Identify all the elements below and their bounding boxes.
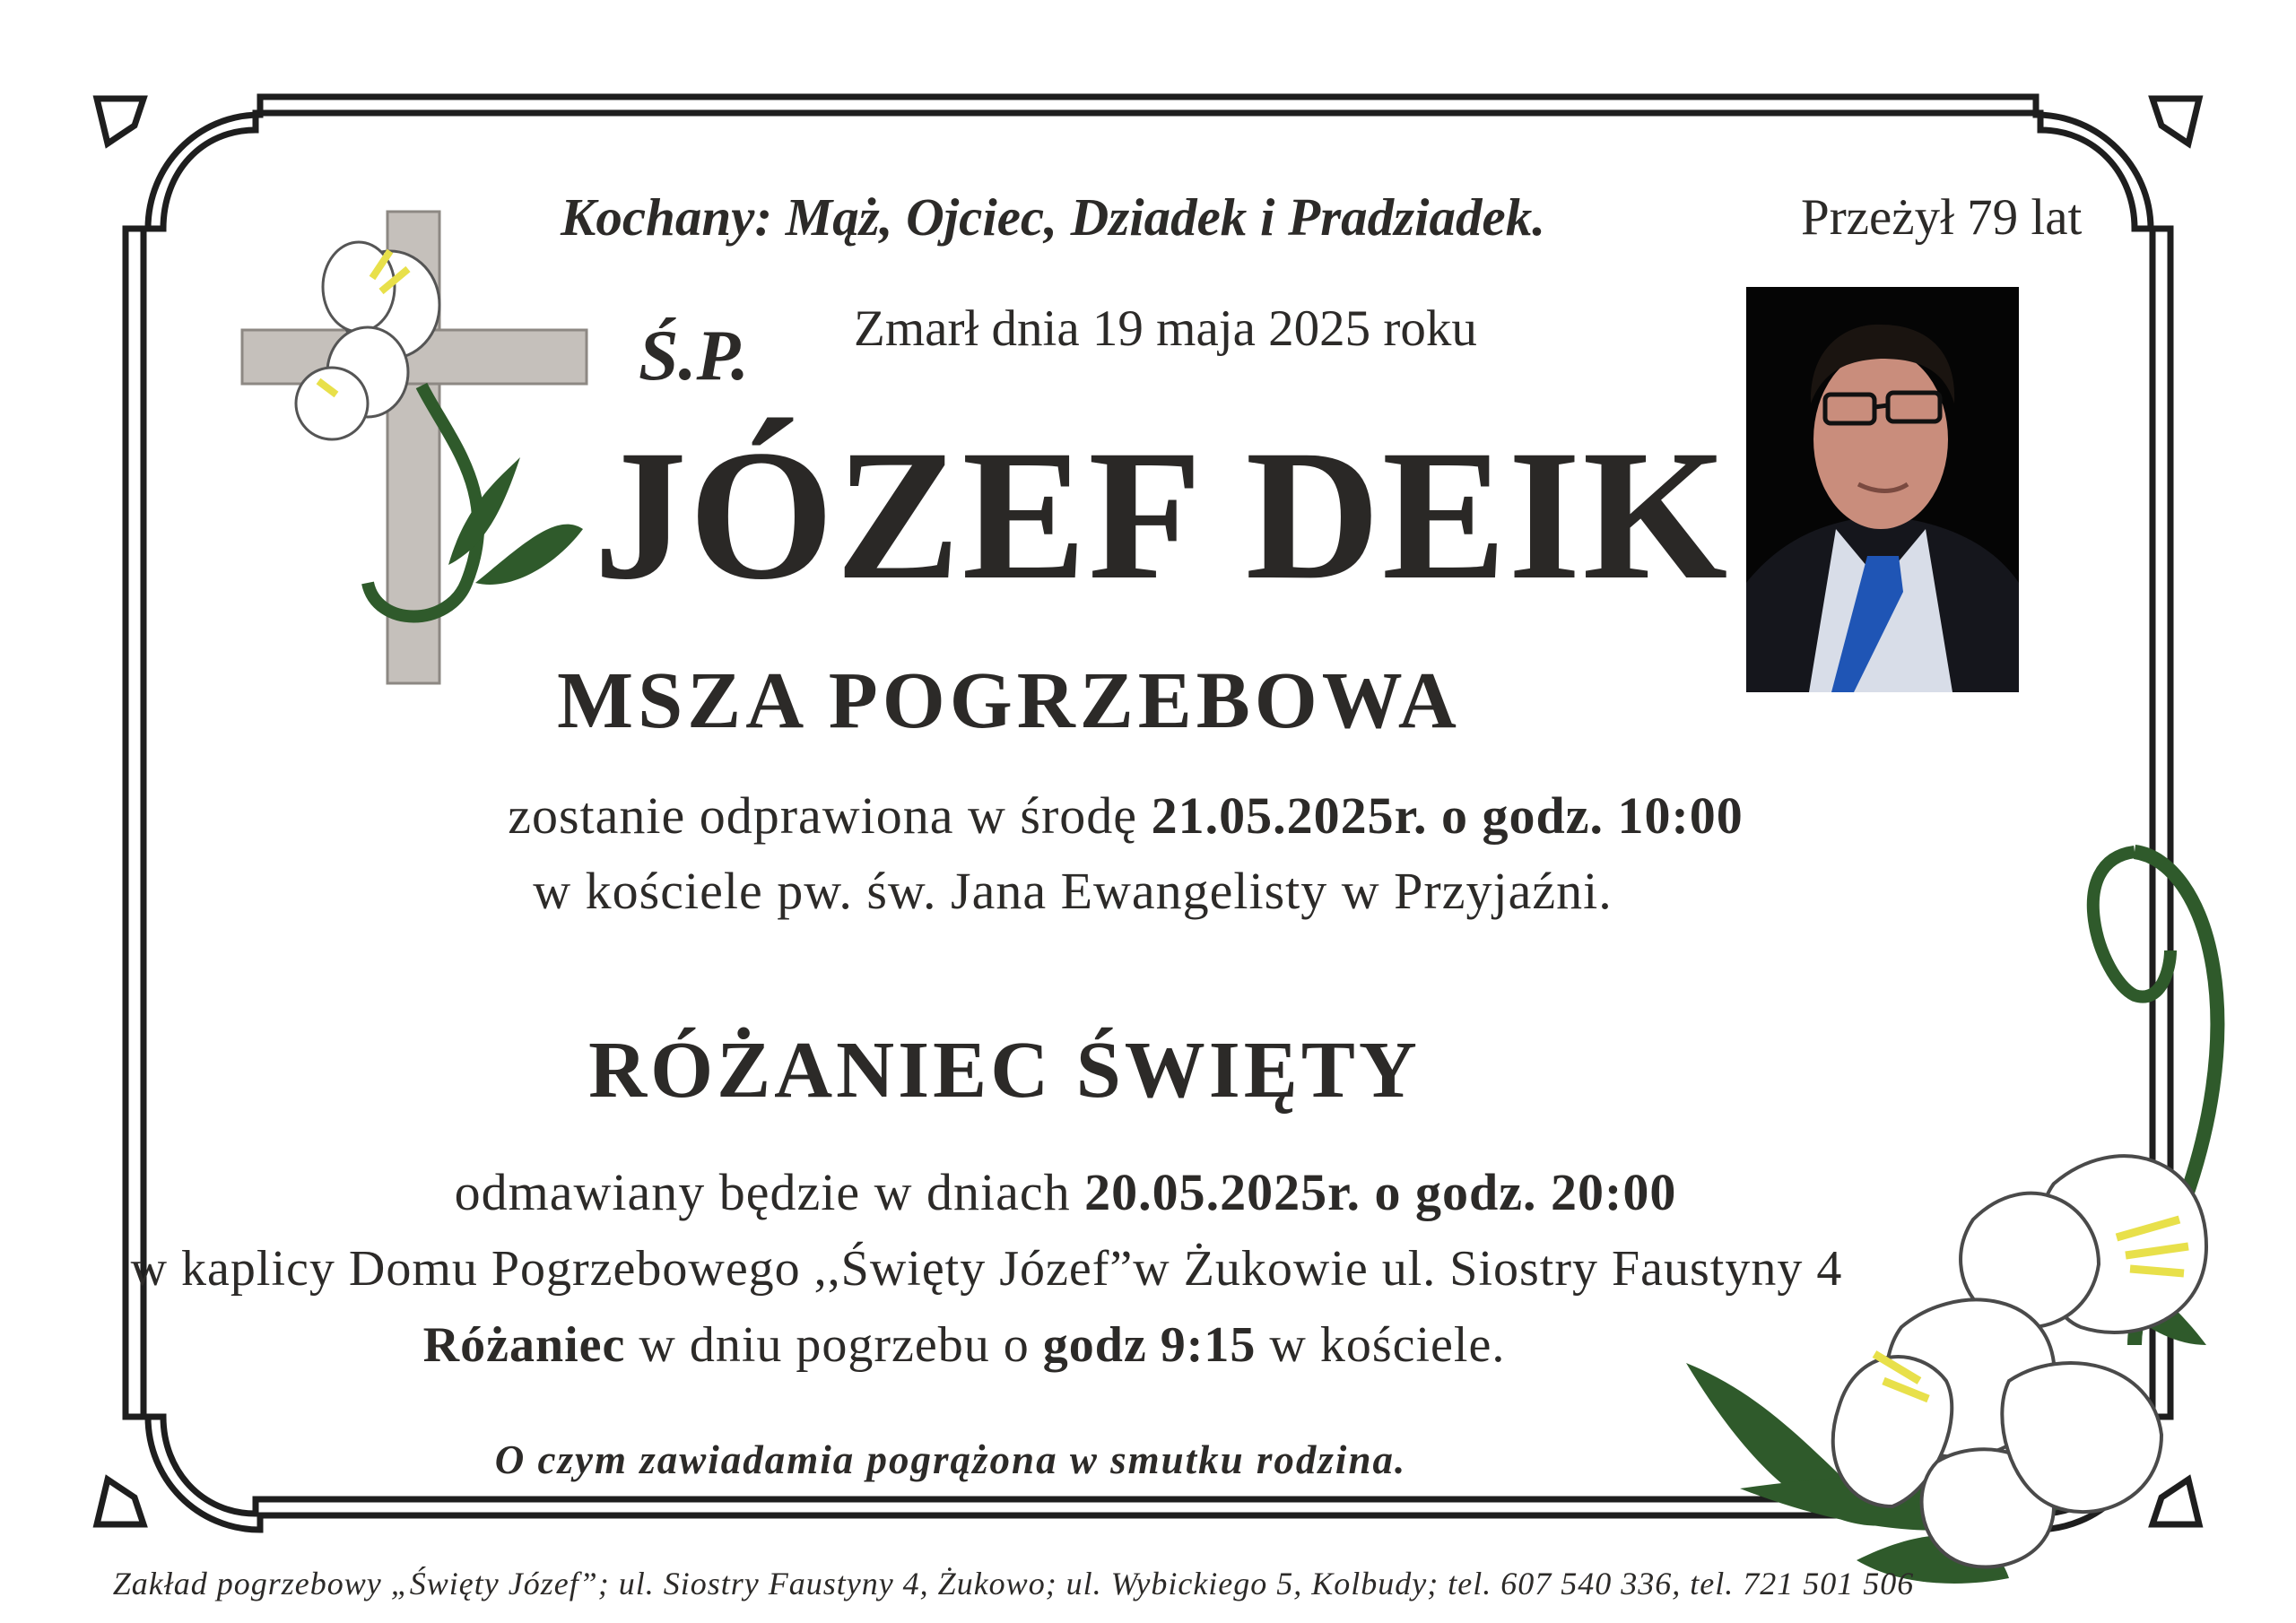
age-text: Przeżył 79 lat [1801,189,2083,246]
lily-icon [1632,843,2296,1623]
relation-text: Kochany: Mąż, Ojciec, Dziadek i Pradziadek. [561,187,1545,247]
cross-icon [233,206,610,690]
footer-company-info: Zakład pogrzebowy „Święty Józef”; ul. Siostry Faustyny 4, Żukowo; ul. Wybickiego 5, Kolbudy; tel. 607 540 336, tel. 721 501 506 [112,1566,1915,1601]
closing-note: O czym zawiadamia pogrążona w smutku rodzina. [494,1437,1407,1482]
rosary-heading: RÓŻANIEC ŚWIĘTY [588,1026,1421,1115]
mass-line-1: zostanie odprawiona w środę 21.05.2025r. o godz. 10:00 [508,786,1744,845]
portrait-photo [1746,287,2019,692]
deceased-name: JÓZEF DEIK [594,412,1730,618]
portrait-icon [1746,287,2019,692]
death-date: Zmarł dnia 19 maja 2025 roku [854,300,1477,357]
rosary-line-3: Różaniec w dniu pogrzebu o godz 9:15 w kościele. [422,1317,1506,1373]
rosary-line-2: w kaplicy Domu Pogrzebowego ,,Święty Józef”w Żukowie ul. Siostry Faustyny 4 [130,1241,1843,1297]
sp-abbreviation: Ś.P. [639,317,750,395]
rosary-line-1: odmawiany będzie w dniach 20.05.2025r. o godz. 20:00 [454,1163,1677,1221]
mass-line-2: w kościele pw. św. Jana Ewangelisty w Przyjaźni. [533,862,1613,920]
mass-heading: MSZA POGRZEBOWA [557,656,1461,745]
